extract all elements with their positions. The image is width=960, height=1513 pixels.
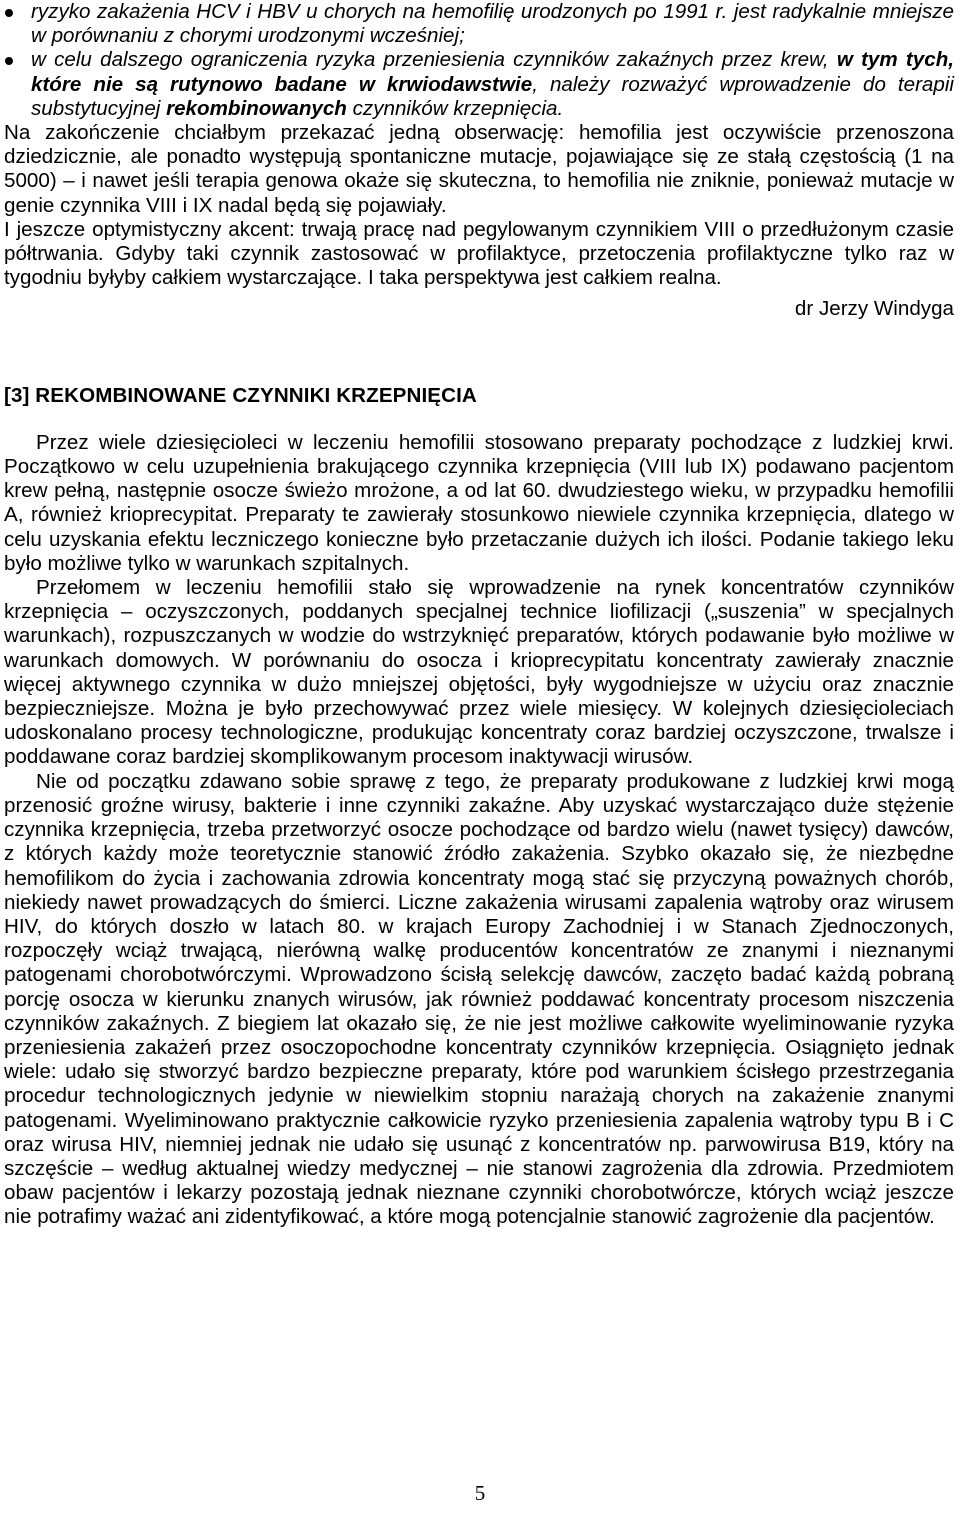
bullet-text-post: czynników krzepnięcia.	[346, 96, 564, 120]
page-number: 5	[474, 1481, 486, 1505]
bullet-item-recombinant	[4, 48, 954, 121]
bullet-text-recombinant: rekombinowanych	[166, 96, 347, 120]
document-page	[4, 0, 954, 1230]
bullet-text-mid: , należy rozważyć wprowadzenie do terapii substytucyjnej	[31, 72, 954, 120]
bullet-dot-icon	[5, 57, 13, 65]
paragraph-concentrates-breakthrough: Przełomem w leczeniu hemofilii stało się wprowadzenie na rynek koncentratów czynników krzepnięcia – oczyszczonych, poddanych specjalnej technice liofilizacji („suszenia” w specjalnych warunkach), rozpuszczanych w wodzie do wstrzyknięć preparatów, których podawanie było możliwe w warunkach domowych. W porównaniu do osocza i krioprecypitatu koncentraty zawierały znacznie więcej aktywnego czynnika w dużo mniejszej objętości, były wygodniejsze w użyciu oraz znacznie bezpieczniejsze. Można je było przechowywać przez wiele miesięcy. W kolejnych dziesięcioleciach udoskonalano procesy technologiczne, produkując koncentraty coraz bardziej oczyszczone, trwalsze i poddawane coraz bardziej skomplikowanym procesom inaktywacji wirusów.	[4, 576, 954, 769]
paragraph-closing-observation: Na zakończenie chciałbym przekazać jedną obserwację: hemofilia jest oczywiście przenoszona dziedzicznie, ale ponadto występują spontaniczne mutacje, pojawiające się ze stałą częstością (1 na 5000) – i nawet jeśli terapia genowa okaże się skuteczna, to hemofilia nie zniknie, ponieważ mutacje w genie czynnika VIII i IX nadal będą się pojawiały.	[4, 121, 954, 217]
author-signature: dr Jerzy Windyga	[794, 297, 954, 321]
bullet-text-pre: w celu dalszego ograniczenia ryzyka przeniesienia czynników zakaźnych przez krew,	[31, 48, 837, 72]
bullet-text: ryzyko zakażenia HCV i HBV u chorych na hemofilię urodzonych po 1991 r. jest radykalnie mniejsze w porównaniu z chorymi urodzonymi wcześniej;	[31, 0, 954, 48]
section-heading: [3] REKOMBINOWANE CZYNNIKI KRZEPNIĘCIA	[4, 383, 477, 407]
paragraph-plasma-history: Przez wiele dziesięcioleci w leczeniu hemofilii stosowano preparaty pochodzące z ludzkiej krwi. Początkowo w celu uzupełnienia brakującego czynnika krzepnięcia (VIII lub IX) podawano pacjentom krew pełną, następnie osocze świeżo mrożone, a od lat 60. dwudziestego wieku, w przypadku hemofilii A, również krioprecypitat. Preparaty te zawierały stosunkowo niewiele czynnika krzepnięcia, dlatego w celu uzyskania efektu leczniczego konieczne było przetaczanie dużych ich ilości. Podanie takiego leku było możliwe tylko w warunkach szpitalnych.	[4, 430, 954, 575]
paragraph-optimistic-note: I jeszcze optymistyczny akcent: trwają pracę nad pegylowanym czynnikiem VIII o przedłużonym czasie półtrwania. Gdyby taki czynnik zastosować w profilaktyce, przetoczenia profilaktyczne tylko raz w tygodniu byłyby całkiem wystarczające. I taka perspektywa jest całkiem realna.	[4, 217, 954, 290]
bullet-item-hcv-hbv	[4, 0, 954, 48]
paragraph-infection-risk: Nie od początku zdawano sobie sprawę z tego, że preparaty produkowane z ludzkiej krwi mogą przenosić groźne wirusy, bakterie i inne czynniki zakaźne. Aby uzyskać wystarczająco duże stężenie czynnika krzepnięcia, trzeba przetworzyć osocze pochodzące od bardzo wielu (nawet tysięcy) dawców, z których każdy może teoretycznie stanowić źródło zakażenia. Szybko okazało się, że niezbędne hemofilikom do życia i zachowania zdrowia koncentraty mogą stać się przyczyną poważnych chorób, niekiedy nawet prowadzących do śmierci. Liczne zakażenia wirusami zapalenia wątroby oraz wirusem HIV, do których doszło w latach 80. w krajach Europy Zachodniej i w Stanach Zjednoczonych, rozpoczęły wciąż trwającą, nierówną walkę producentów koncentratów ze znanymi i nieznanymi patogenami chorobotwórczymi. Wprowadzono ścisłą selekcję dawców, zaczęto badać każdą pobraną porcję osocza w kierunku znanych wirusów, jak również poddawać koncentraty procesom niszczenia czynników zakaźnych. Z biegiem lat okazało się, że nie jest możliwe całkowite wyeliminowanie ryzyka przeniesienia zakażeń przez osoczopochodne koncentraty czynników krzepnięcia. Osiągnięto jednak wiele: udało się stworzyć bardzo bezpieczne preparaty, które pod warunkiem ścisłego przestrzegania procedur technologicznych jedynie w niewielkim stopniu narażają chorych na zakażenie znanymi patogenami. Wyeliminowano praktycznie całkowicie ryzyko przeniesienia zapalenia wątroby typu B i C oraz wirusa HIV, niemniej jednak nie udało się usunąć z koncentratów np. parwowirusa B19, który na szczęście – według aktualnej wiedzy medycznej – nie stanowi zagrożenia dla zdrowia. Przedmiotem obaw pacjentów i lekarzy pozostają jednak nieznane czynniki chorobotwórcze, których wciąż jeszcze nie potrafimy ważać ani zidentyfikować, a które mogą potencjalnie stanowić zagrożenie dla pacjentów.	[4, 769, 954, 1229]
conclusion-bullet-list	[4, 0, 954, 121]
bullet-dot-icon	[5, 9, 13, 17]
bullet-text-emphasis: w tym tych, które nie są rutynowo badane w krwiodawstwie	[31, 48, 954, 96]
